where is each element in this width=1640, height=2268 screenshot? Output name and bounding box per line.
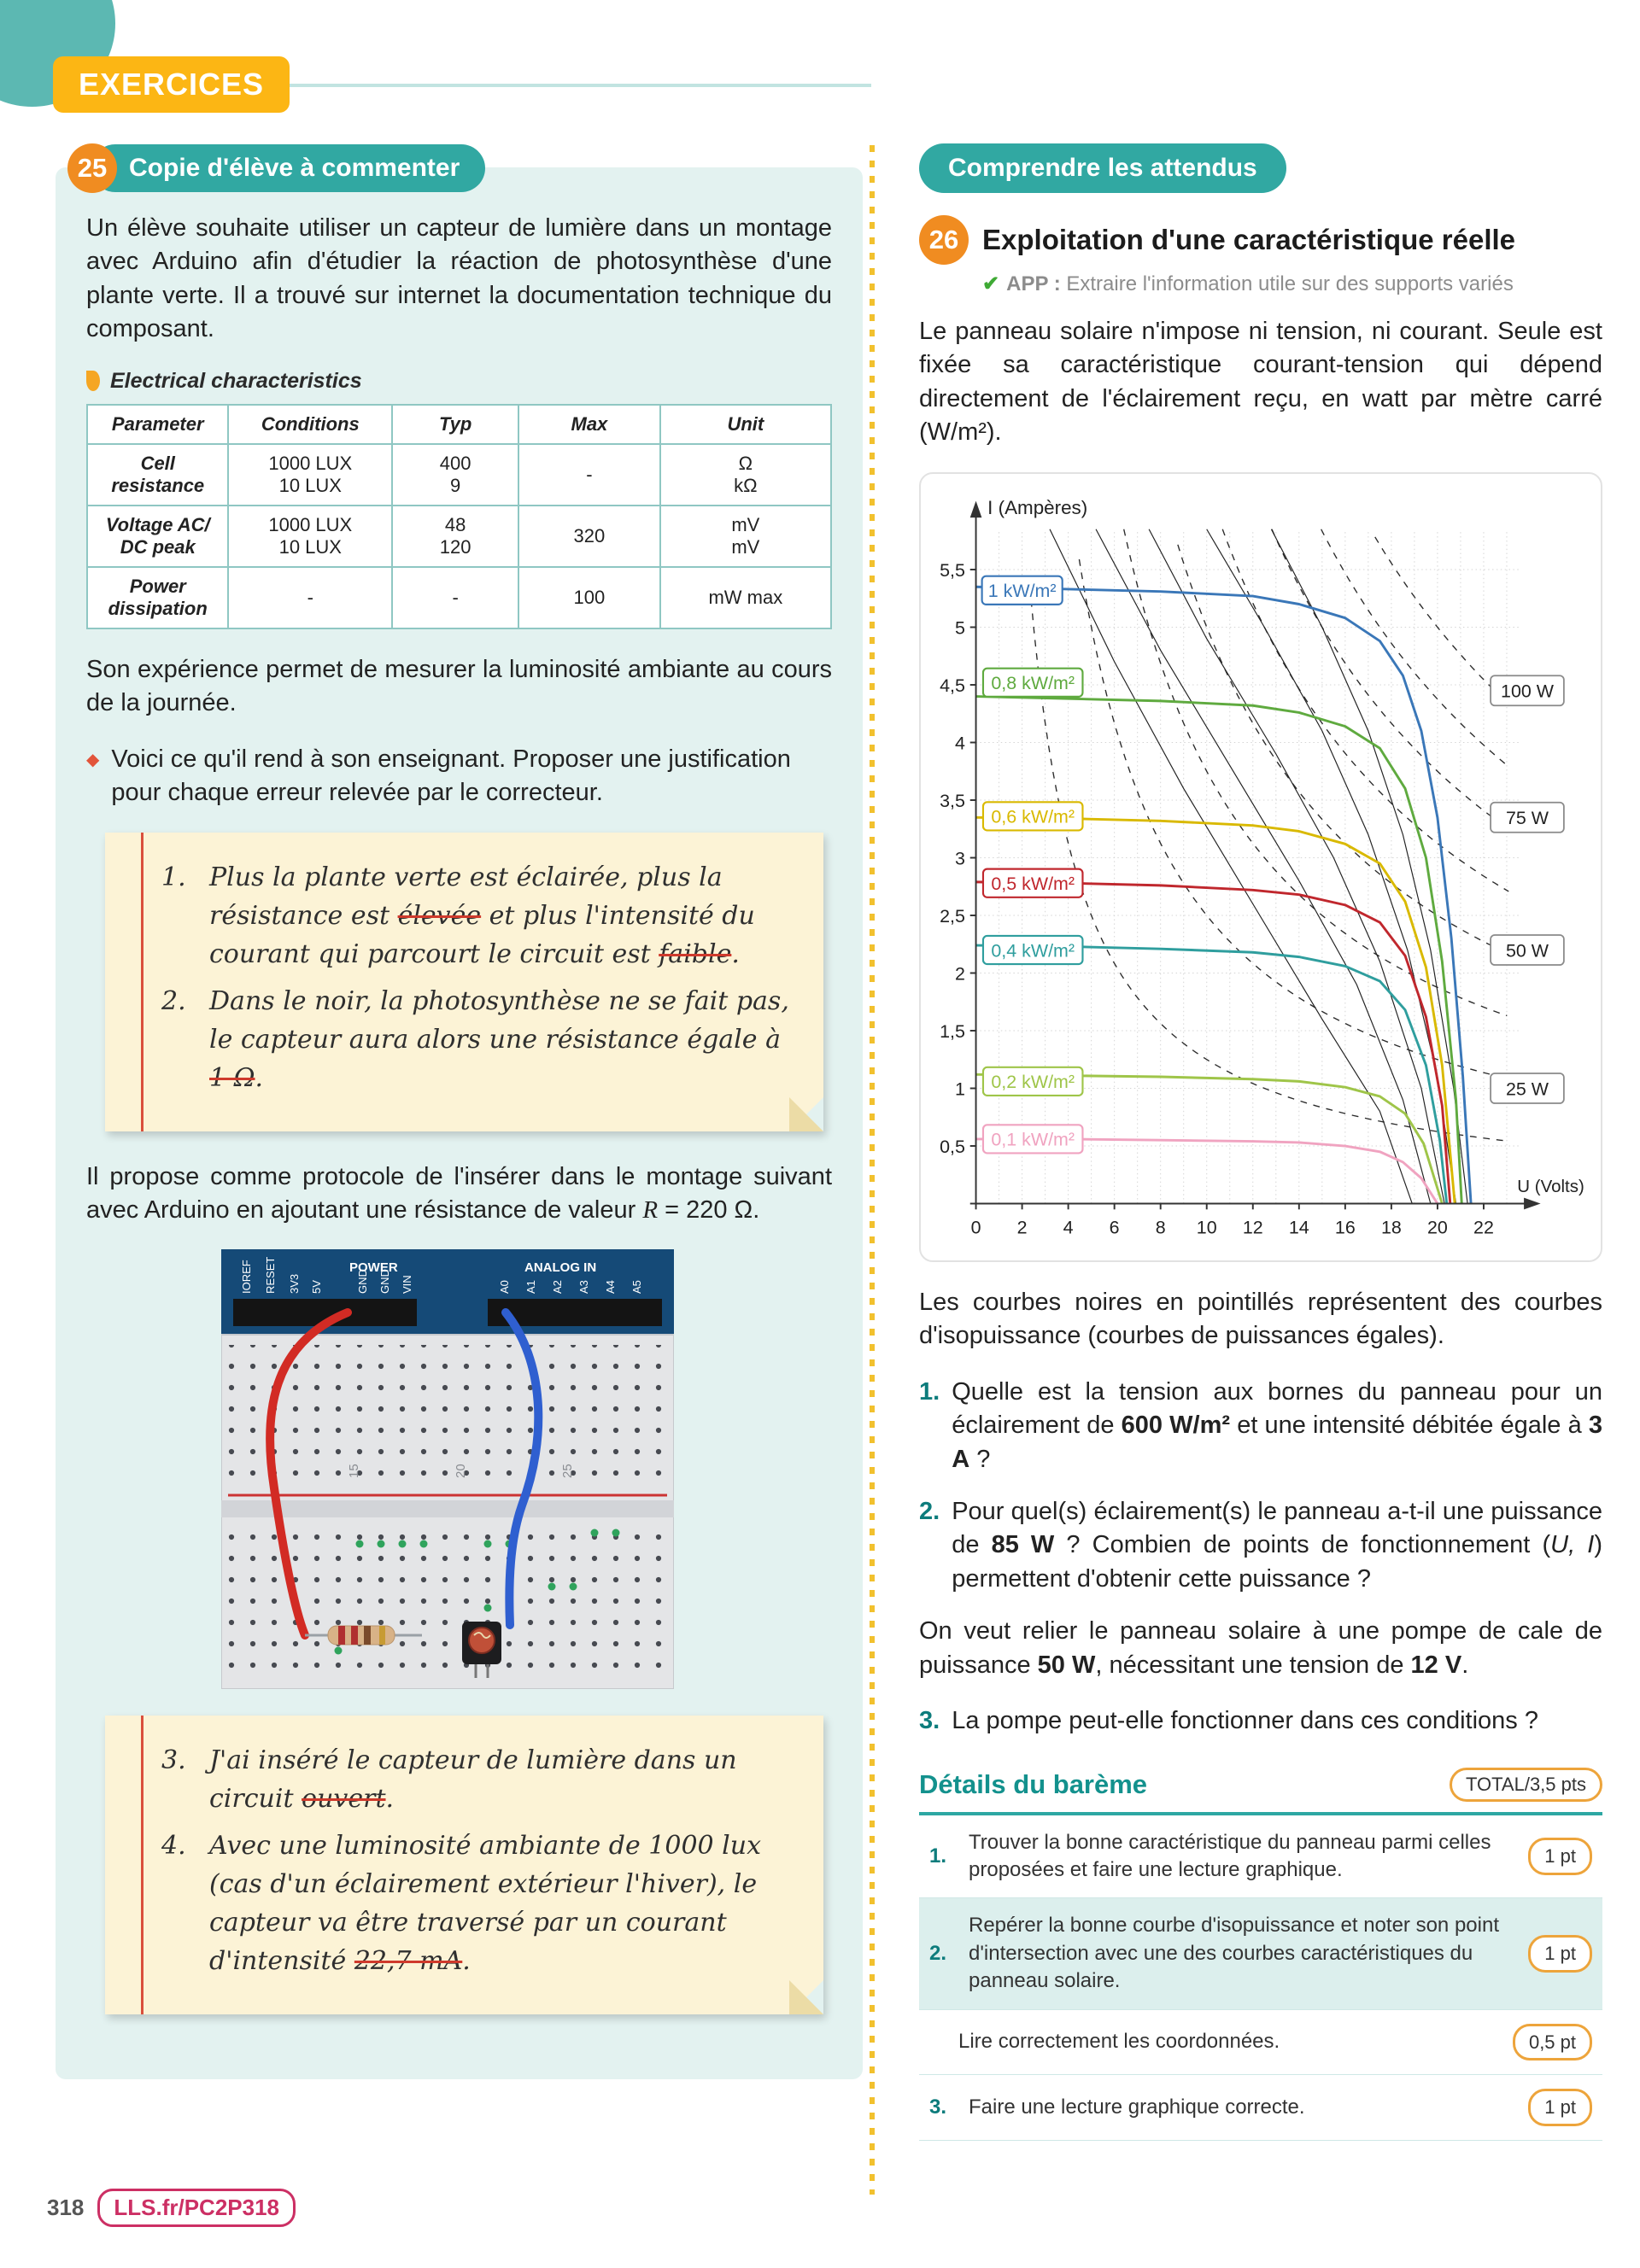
note-fold (789, 1097, 823, 1131)
exercise-number-badge: 25 (67, 143, 117, 193)
struck-word: 22,7 mA (354, 1946, 463, 1977)
student-note-2 (105, 1716, 823, 2014)
y-tick-label: 3,5 (940, 790, 965, 811)
grading-row (919, 1898, 1602, 2009)
isopower-label: 25 W (1505, 1078, 1549, 1100)
grading-row (919, 2010, 1602, 2076)
isopower-curve (1124, 529, 1508, 1016)
pin-label: GND (378, 1269, 391, 1295)
grading-row-number: 3. (929, 2095, 947, 2119)
curve-label: 0,1 kW/m² (991, 1129, 1075, 1150)
page-footer (47, 2189, 296, 2227)
question-3 (919, 1704, 1602, 1738)
task-text: Voici ce qu'il rend à son enseignant. Proposer une justification pour chaque erreur relevée par le correcteur. (111, 745, 791, 807)
x-tick-label: 14 (1288, 1217, 1309, 1238)
note-item-number: 4. (161, 1831, 186, 1862)
curve-label: 0,2 kW/m² (991, 1071, 1075, 1092)
column-header: Typ (392, 405, 518, 444)
exercise-25-header (67, 143, 863, 193)
pin-label: A3 (577, 1280, 590, 1295)
pin-label: 5V (310, 1280, 323, 1295)
x-tick-label: 6 (1109, 1217, 1120, 1238)
curve-label: 0,5 kW/m² (991, 873, 1075, 894)
points-badge: 1 pt (1528, 1838, 1592, 1875)
question-text: Quelle est la tension aux bornes du panneau pour un éclairement de 600 W/m² et une intensité débitée égale à 3 A ? (952, 1377, 1602, 1473)
intro-paragraph: Le panneau solaire n'impose ni tension, ni courant. Seule est fixée sa caractéristique courant-tension qui dépend directement de l'éclairement reçu, en watt par mètre carré (W/m²). (919, 318, 1602, 447)
cell: 320 (518, 506, 659, 567)
points-badge: 1 pt (1528, 2089, 1592, 2126)
question-2 (919, 1495, 1602, 1596)
x-tick-label: 16 (1334, 1217, 1356, 1238)
datasheet-caption (86, 369, 832, 394)
cell: mW max (660, 567, 831, 628)
isopower-curve (1222, 529, 1508, 891)
curve-label: 0,6 kW/m² (991, 806, 1075, 827)
note-item-number: 3. (161, 1745, 186, 1776)
y-axis-title: I (Ampères) (987, 496, 1088, 518)
y-tick-label: 5 (954, 617, 965, 639)
x-tick-label: 12 (1242, 1217, 1263, 1238)
row-number: 20 (454, 1464, 468, 1479)
cell: 48 120 (392, 506, 518, 567)
note-item-4 (161, 1827, 794, 1980)
analog-title: ANALOG IN (524, 1260, 597, 1276)
y-tick-label: 4 (954, 733, 965, 754)
curve-label: 0,4 kW/m² (991, 940, 1075, 962)
pin-label: A1 (524, 1280, 537, 1295)
guide-curve (1149, 529, 1444, 1204)
diamond-bullet-icon: ◆ (86, 750, 100, 769)
protocol-paragraph: Il propose comme protocole de l'insérer dans le montage suivant avec Arduino en ajoutant une résistance de valeur R = 220 Ω. (86, 1162, 832, 1224)
breadboard-photo (221, 1249, 674, 1693)
struck-word: ouvert (302, 1784, 386, 1815)
note-item-text: Plus la plante verte est éclairée, plus la résistance est élevée et plus l'intensité du courant qui parcourt le circuit est faible. (209, 862, 755, 969)
y-tick-label: 0,5 (940, 1136, 965, 1157)
note-item-3 (161, 1741, 794, 1818)
power-title: POWER (349, 1260, 398, 1276)
x-axis-arrow (1524, 1197, 1541, 1209)
center-channel (221, 1500, 674, 1517)
cell: 1000 LUX 10 LUX (228, 506, 392, 567)
note-item-text: Dans le noir, la photosynthèse ne se fait pas, le capteur aura alors une résistance égale à 1 Ω. (209, 985, 789, 1093)
column-header: Unit (660, 405, 831, 444)
question-1 (919, 1376, 1602, 1476)
exercise-title: Exploitation d'une caractéristique réelle (982, 224, 1516, 255)
grading-row (919, 2075, 1602, 2141)
section-banner: EXERCICES (53, 56, 290, 113)
iv-curve (976, 882, 1450, 1204)
page-number: 318 (47, 2195, 85, 2220)
y-tick-label: 5,5 (940, 559, 965, 581)
isopower-label: 75 W (1505, 807, 1549, 828)
grading-row-text: Faire une lecture graphique correcte. (969, 2095, 1305, 2119)
datasheet-caption-label: Electrical characteristics (110, 368, 362, 393)
isopower-curve (1272, 529, 1508, 828)
table-row (87, 567, 831, 628)
pin-label: VIN (401, 1275, 413, 1295)
exercise-number-badge: 26 (919, 215, 969, 265)
table-row (87, 444, 831, 506)
pin-label: RESET (264, 1257, 277, 1295)
student-note-1 (105, 833, 823, 1131)
understanding-banner: Comprendre les attendus (919, 143, 1286, 193)
cell: - (228, 567, 392, 628)
cell: - (392, 567, 518, 628)
x-tick-label: 0 (970, 1217, 981, 1238)
note-item-number: 1. (161, 862, 186, 892)
struck-word: 1 Ω (209, 1062, 255, 1093)
cell: 1000 LUX 10 LUX (228, 444, 392, 506)
y-axis-arrow (970, 500, 982, 517)
task-bullet (86, 743, 832, 810)
datasheet-table (86, 404, 832, 629)
exercise-title: Copie d'élève à commenter (91, 144, 485, 192)
cell: 100 (518, 567, 659, 628)
grading-row-text: Lire correctement les coordonnées. (958, 2030, 1280, 2054)
note-fold (789, 1980, 823, 2014)
note-item-text: Avec une luminosité ambiante de 1000 lux (cas d'un éclairement extérieur l'hiver), le capteur va être traversé par un courant d'intensité 22,7 mA. (209, 1831, 761, 1977)
question-text: Pour quel(s) éclairement(s) le panneau a-t-il une puissance de 85 W ? Combien de points de fonctionnement (U, I) permettent d'obtenir cette puissance ? (952, 1497, 1602, 1593)
lls-link-badge[interactable]: LLS.fr/PC2P318 (97, 2189, 296, 2227)
guide-curve (1050, 529, 1412, 1204)
guide-curve (1207, 529, 1456, 1204)
question-number: 3. (919, 1707, 940, 1735)
pin-label: A4 (604, 1280, 617, 1295)
y-tick-label: 2,5 (940, 905, 965, 926)
guide-curve (1271, 529, 1467, 1204)
experiment-paragraph: Son expérience permet de mesurer la luminosité ambiante au cours de la journée. (86, 655, 832, 717)
note-item-2 (161, 982, 794, 1097)
curve-label: 1 kW/m² (987, 580, 1057, 601)
points-badge: 1 pt (1528, 1935, 1592, 1973)
x-tick-label: 22 (1473, 1217, 1494, 1238)
question-text: La pompe peut-elle fonctionner dans ces conditions ? (952, 1707, 1538, 1735)
x-tick-label: 4 (1063, 1217, 1074, 1238)
grading-row-text: Trouver la bonne caractéristique du panneau parmi celles proposées et faire une lecture graphique. (969, 1830, 1491, 1881)
column-header: Parameter (87, 405, 228, 444)
question-number: 2. (919, 1497, 940, 1525)
x-tick-label: 2 (1016, 1217, 1028, 1238)
iv-chart-figure (919, 472, 1602, 1262)
y-tick-label: 3 (954, 848, 965, 869)
exercise-26-header (919, 215, 1602, 265)
x-axis-title: U (Volts) (1517, 1176, 1584, 1196)
exercise-26 (919, 143, 1602, 2141)
x-tick-label: 8 (1155, 1217, 1166, 1238)
table-row (87, 506, 831, 567)
cell: 400 9 (392, 444, 518, 506)
isopower-curve (1375, 537, 1509, 704)
isopower-curve (1079, 559, 1508, 1078)
check-icon: ✔ (982, 272, 1000, 295)
x-tick-label: 20 (1427, 1217, 1448, 1238)
skill-line: ✔ APP : Extraire l'information utile sur des supports variés (982, 272, 1514, 295)
cell: Voltage AC/ DC peak (87, 506, 228, 567)
grading-header (919, 1768, 1602, 1815)
points-badge: 0,5 pt (1513, 2024, 1592, 2061)
cell: - (518, 444, 659, 506)
pin-label: A5 (630, 1280, 643, 1295)
y-tick-label: 2 (954, 963, 965, 985)
header-rule (203, 84, 871, 87)
cell: Power dissipation (87, 567, 228, 628)
isopower-label: 100 W (1501, 681, 1554, 702)
x-tick-label: 10 (1196, 1217, 1217, 1238)
column-header: Max (518, 405, 659, 444)
grading-title: Détails du barème (919, 1768, 1148, 1799)
grading-row-number: 2. (929, 1941, 947, 1965)
note-item-1 (161, 858, 794, 973)
total-points-badge: TOTAL/3,5 pts (1450, 1768, 1602, 1802)
pin-label: 3V3 (288, 1274, 301, 1295)
x-tick-label: 18 (1380, 1217, 1402, 1238)
pin-label: A0 (498, 1280, 511, 1295)
pump-paragraph: On veut relier le panneau solaire à une pompe de cale de puissance 50 W, nécessitant une tension de 12 V. (919, 1617, 1602, 1679)
exercise-25-card (56, 167, 863, 2079)
grading-details (919, 1768, 1602, 2141)
isopower-curve (1178, 545, 1506, 953)
struck-word: faible (659, 938, 732, 969)
pin-label: GND (356, 1269, 369, 1295)
note-item-text: J'ai inséré le capteur de lumière dans un circuit ouvert. (209, 1745, 737, 1815)
y-tick-label: 1,5 (940, 1020, 965, 1042)
row-number: 15 (347, 1464, 361, 1479)
pin-label: A2 (551, 1280, 564, 1295)
row-number: 25 (560, 1464, 575, 1479)
grading-row-text: Repérer la bonne courbe d'isopuissance et noter son point d'intersection avec une des courbes caractéristiques du panneau solaire. (969, 1914, 1499, 1993)
question-number: 1. (919, 1377, 940, 1406)
leaf-icon (86, 371, 100, 391)
breadboard-svg (221, 1249, 674, 1689)
pin-label: IOREF (240, 1260, 253, 1295)
y-tick-label: 4,5 (940, 675, 965, 696)
column-header: Conditions (228, 405, 392, 444)
struck-word: élevée (397, 900, 482, 931)
cell: Ω kΩ (660, 444, 831, 506)
note-item-number: 2. (161, 985, 186, 1016)
curve-label: 0,8 kW/m² (991, 672, 1075, 693)
intro-paragraph: Un élève souhaite utiliser un capteur de lumière dans un montage avec Arduino afin d'étudier la réaction de photosynthèse d'une plante verte. Il a trouvé sur internet la documentation technique du composant. (86, 214, 832, 343)
isopower-label: 50 W (1505, 940, 1549, 962)
cell: Cell resistance (87, 444, 228, 506)
grading-row (919, 1815, 1602, 1899)
column-divider (870, 145, 875, 2195)
exercise-25 (56, 143, 863, 2079)
iv-chart-svg (928, 488, 1594, 1254)
y-tick-label: 1 (954, 1078, 965, 1100)
grading-row-number: 1. (929, 1844, 947, 1868)
isopower-paragraph: Les courbes noires en pointillés représentent des courbes d'isopuissance (courbes de puissances égales). (919, 1288, 1602, 1350)
cell: mV mV (660, 506, 831, 567)
